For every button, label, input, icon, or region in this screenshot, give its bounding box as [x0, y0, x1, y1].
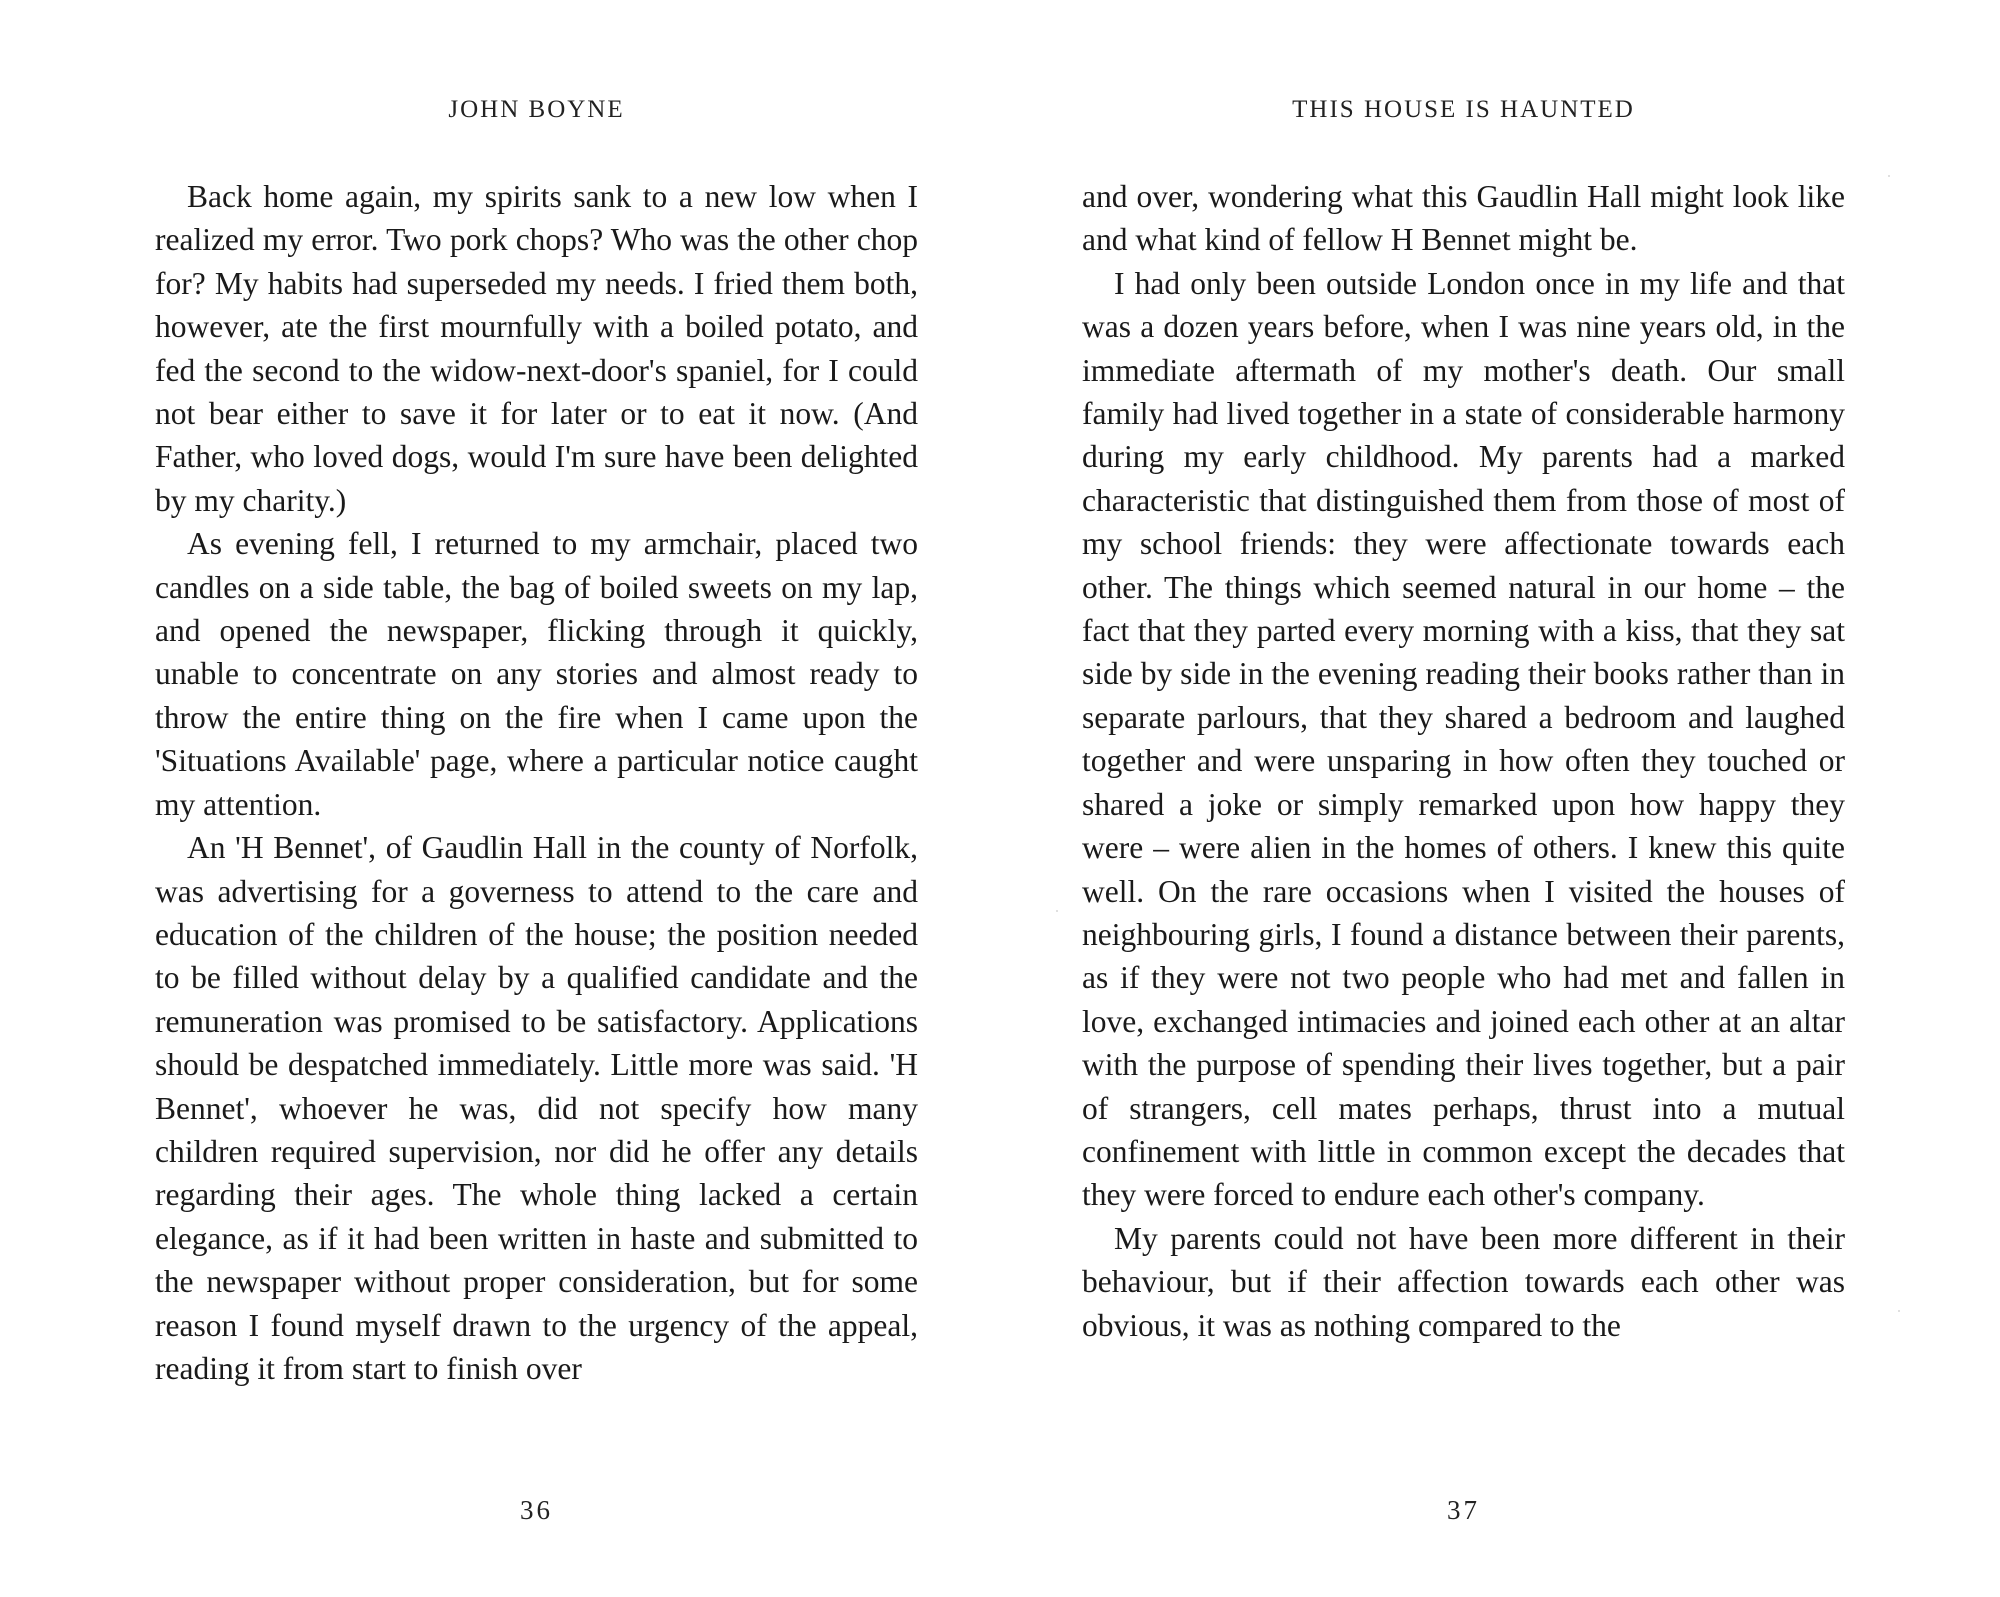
right-paragraph-1: and over, wondering what this Gaudlin Hall might look like and what kind of fellow H Bennet might be.	[1082, 179, 1845, 258]
left-paragraph-1: Back home again, my spirits sank to a new low when I realized my error. Two pork chops? Who was the other chop for? My habits had superseded my needs. I fried them both, however, ate the first mournfully with a boiled potato, and fed the second to the widow-next-door's spaniel, for I could not bear either to save it for later or to eat it now. (And Father, who loved dogs, would I'm sure have been delighted by my charity.)	[155, 179, 918, 518]
left-page-number: 36	[520, 1495, 553, 1525]
left-page	[155, 0, 918, 1597]
right-paragraph-3: My parents could not have been more different in their behaviour, but if their affection towards each other was obvious, it was as nothing compared to the	[1082, 1220, 1845, 1343]
right-page	[1082, 0, 1845, 1597]
right-running-head: THIS HOUSE IS HAUNTED	[1292, 96, 1635, 123]
paper-speck	[1056, 910, 1058, 912]
paper-speck	[1888, 175, 1890, 177]
right-body-text	[1082, 175, 1845, 1347]
left-paragraph-3: An 'H Bennet', of Gaudlin Hall in the county of Norfolk, was advertising for a governess to attend to the care and education of the children of the house; the position needed to be filled without delay by a qualified candidate and the remuneration was promised to be satisfactory. Applications should be despatched immediately. Little more was said. 'H Bennet', whoever he was, did not specify how many children required supervision, nor did he offer any details regarding their ages. The whole thing lacked a certain elegance, as if it had been written in haste and submitted to the newspaper without proper consideration, but for some reason I found myself drawn to the urgency of the appeal, reading it from start to finish over	[155, 830, 918, 1386]
left-body-text	[155, 175, 918, 1390]
left-paragraph-2: As evening fell, I returned to my armchair, placed two candles on a side table, the bag of boiled sweets on my lap, and opened the newspaper, flicking through it quickly, unable to concentrate on any stories and almost ready to throw the entire thing on the fire when I came upon the 'Situations Available' page, where a particular notice caught my attention.	[155, 526, 918, 822]
left-running-head: JOHN BOYNE	[448, 96, 625, 123]
right-paragraph-2: I had only been outside London once in my life and that was a dozen years before, when I was nine years old, in the immediate aftermath of my mother's death. Our small family had lived together in a state of considerable harmony during my early childhood. My parents had a marked characteristic that distinguished them from those of most of my school friends: they were affectionate towards each other. The things which seemed natural in our home – the fact that they parted every morning with a kiss, that they sat side by side in the evening reading their books rather than in separate parlours, that they shared a bedroom and laughed together and were unsparing in how often they touched or shared a joke or simply remarked upon how happy they were – were alien in the homes of others. I knew this quite well. On the rare occasions when I visited the houses of neighbouring girls, I found a distance between their parents, as if they were not two people who had met and fallen in love, exchanged intimacies and joined each other at an altar with the purpose of spending their lives together, but a pair of strangers, cell mates perhaps, thrust into a mutual confinement with little in common except the decades that they were forced to endure each other's company.	[1082, 265, 1845, 1213]
right-page-number: 37	[1447, 1495, 1480, 1525]
paper-speck	[1898, 1310, 1900, 1312]
